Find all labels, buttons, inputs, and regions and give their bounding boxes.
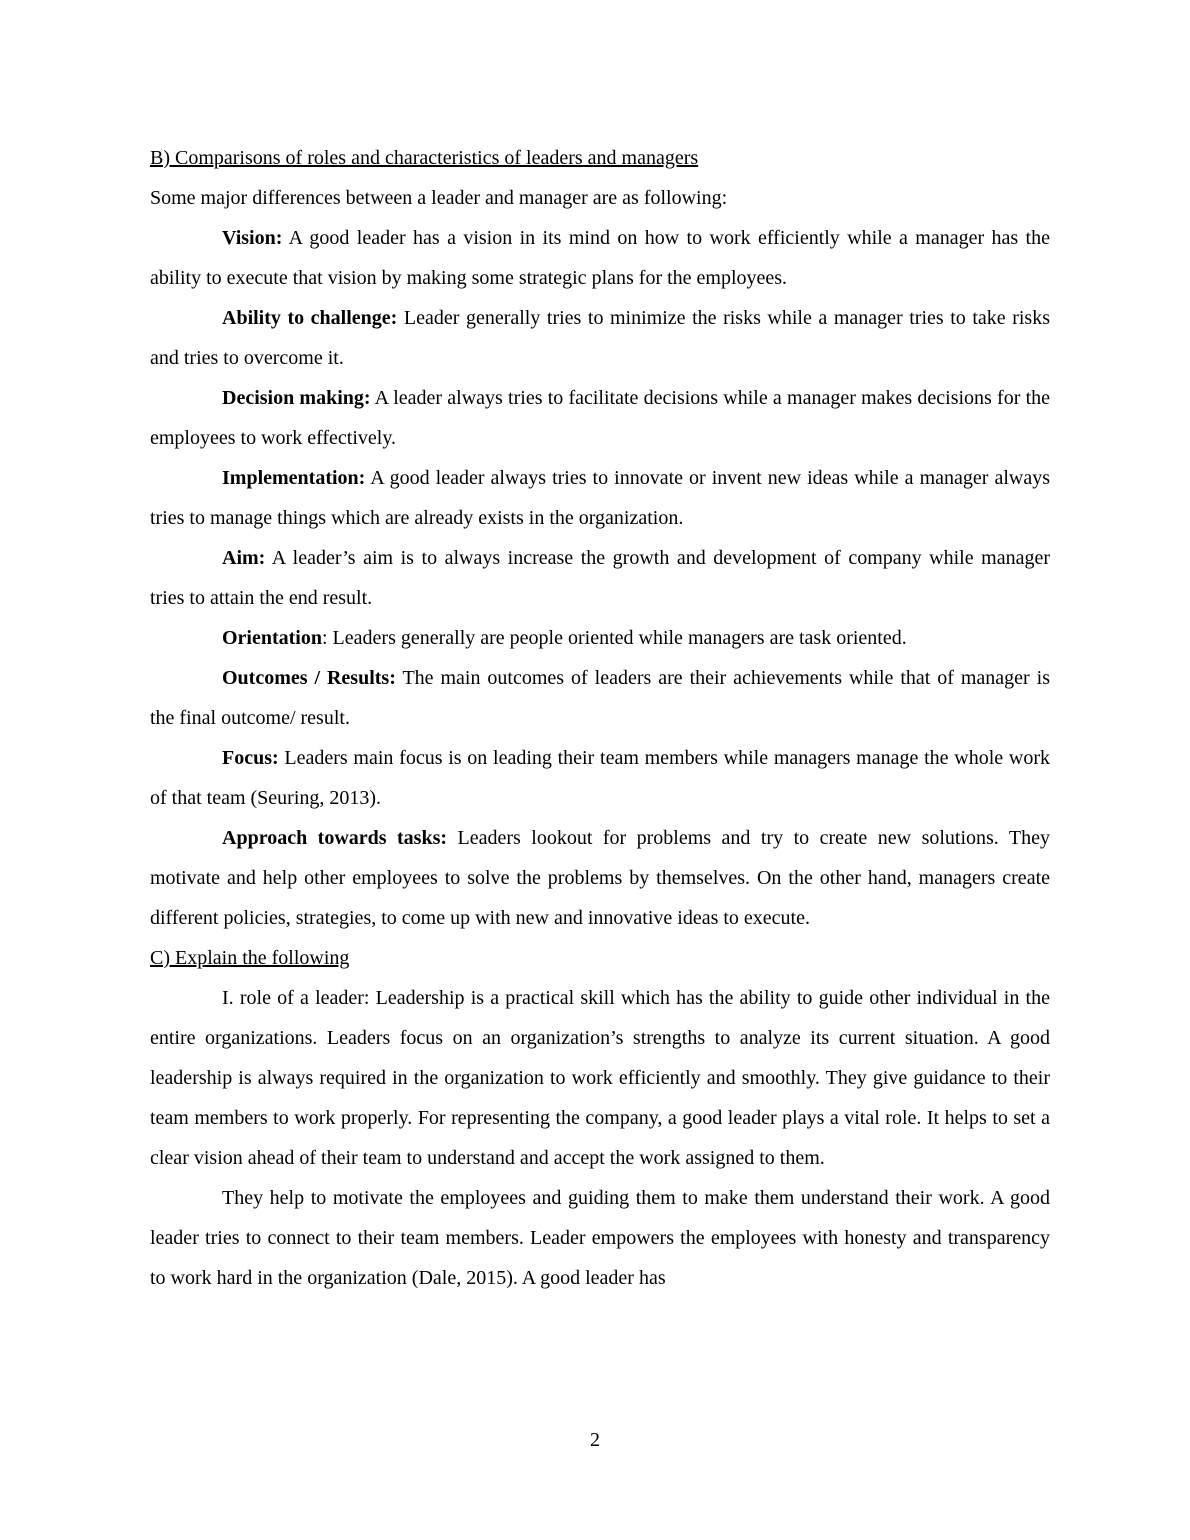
comparison-item-label: Aim:: [222, 547, 266, 569]
section-b-heading: B) Comparisons of roles and characteristics of leaders and managers: [150, 147, 699, 169]
comparison-item-label: Orientation: [222, 627, 322, 649]
page-number: 2: [590, 1429, 600, 1451]
comparison-item-text: A leader always tries to facilitate decisions while a manager makes decisions for the employees to work effectively.: [150, 387, 1051, 449]
comparison-item-label: Decision making:: [222, 387, 371, 409]
comparison-item-text: Leaders main focus is on leading their team members while managers manage the whole work of that team (Seuring, 2013).: [150, 747, 1050, 809]
comparison-item-text: A leader’s aim is to always increase the growth and development of company while manager tries to attain the end result.: [150, 547, 1050, 609]
comparison-item-label: Outcomes / Results:: [222, 667, 396, 689]
comparison-item-text: Leader generally tries to minimize the risks while a manager tries to take risks and tries to overcome it.: [150, 307, 1050, 369]
section-b-intro: Some major differences between a leader and manager are as following:: [150, 187, 728, 209]
section-b-items: [150, 218, 1050, 938]
comparison-item: [150, 298, 1050, 378]
comparison-item-text: The main outcomes of leaders are their achievements while that of manager is the final outcome/ result.: [150, 667, 1050, 729]
comparison-item: [150, 458, 1050, 538]
comparison-item-text: : Leaders generally are people oriented while managers are task oriented.: [322, 627, 907, 649]
comparison-item-label: Vision:: [222, 227, 283, 249]
comparison-item: [150, 738, 1050, 818]
section-c-heading: C) Explain the following: [150, 947, 350, 969]
comparison-item: [150, 378, 1050, 458]
comparison-item-text: A good leader has a vision in its mind on how to work efficiently while a manager has the ability to execute that vision by making some strategic plans for the employees.: [150, 227, 1050, 289]
comparison-item: [150, 218, 1050, 298]
comparison-item-text: A good leader always tries to innovate or invent new ideas while a manager always tries to manage things which are already exists in the organization.: [150, 467, 1050, 529]
page-content: [150, 138, 1050, 1298]
comparison-item: [150, 818, 1050, 938]
comparison-item: [150, 538, 1050, 618]
comparison-item-label: Ability to challenge:: [222, 307, 398, 329]
comparison-item: [150, 658, 1050, 738]
comparison-item-label: Implementation:: [222, 467, 366, 489]
explanation-paragraph: I. role of a leader: Leadership is a practical skill which has the ability to guide other individual in the entire organizations. Leaders focus on an organization’s strengths to analyze its current situation. A good leadership is always required in the organization to work efficiently and smoothly. They give guidance to their team members to work properly. For representing the company, a good leader plays a vital role. It helps to set a clear vision ahead of their team to understand and accept the work assigned to them.: [150, 987, 1050, 1169]
section-c-paragraphs: [150, 978, 1050, 1298]
comparison-item-label: Focus:: [222, 747, 279, 769]
comparison-item: [150, 618, 1050, 658]
comparison-item-text: Leaders lookout for problems and try to create new solutions. They motivate and help other employees to solve the problems by themselves. On the other hand, managers create different policies, strategies, to come up with new and innovative ideas to execute.: [150, 827, 1050, 929]
comparison-item-label: Approach towards tasks:: [222, 827, 448, 849]
explanation-paragraph: They help to motivate the employees and guiding them to make them understand their work. A good leader tries to connect to their team members. Leader empowers the employees with honesty and transparency to work hard in the organization (Dale, 2015). A good leader has: [150, 1187, 1050, 1289]
